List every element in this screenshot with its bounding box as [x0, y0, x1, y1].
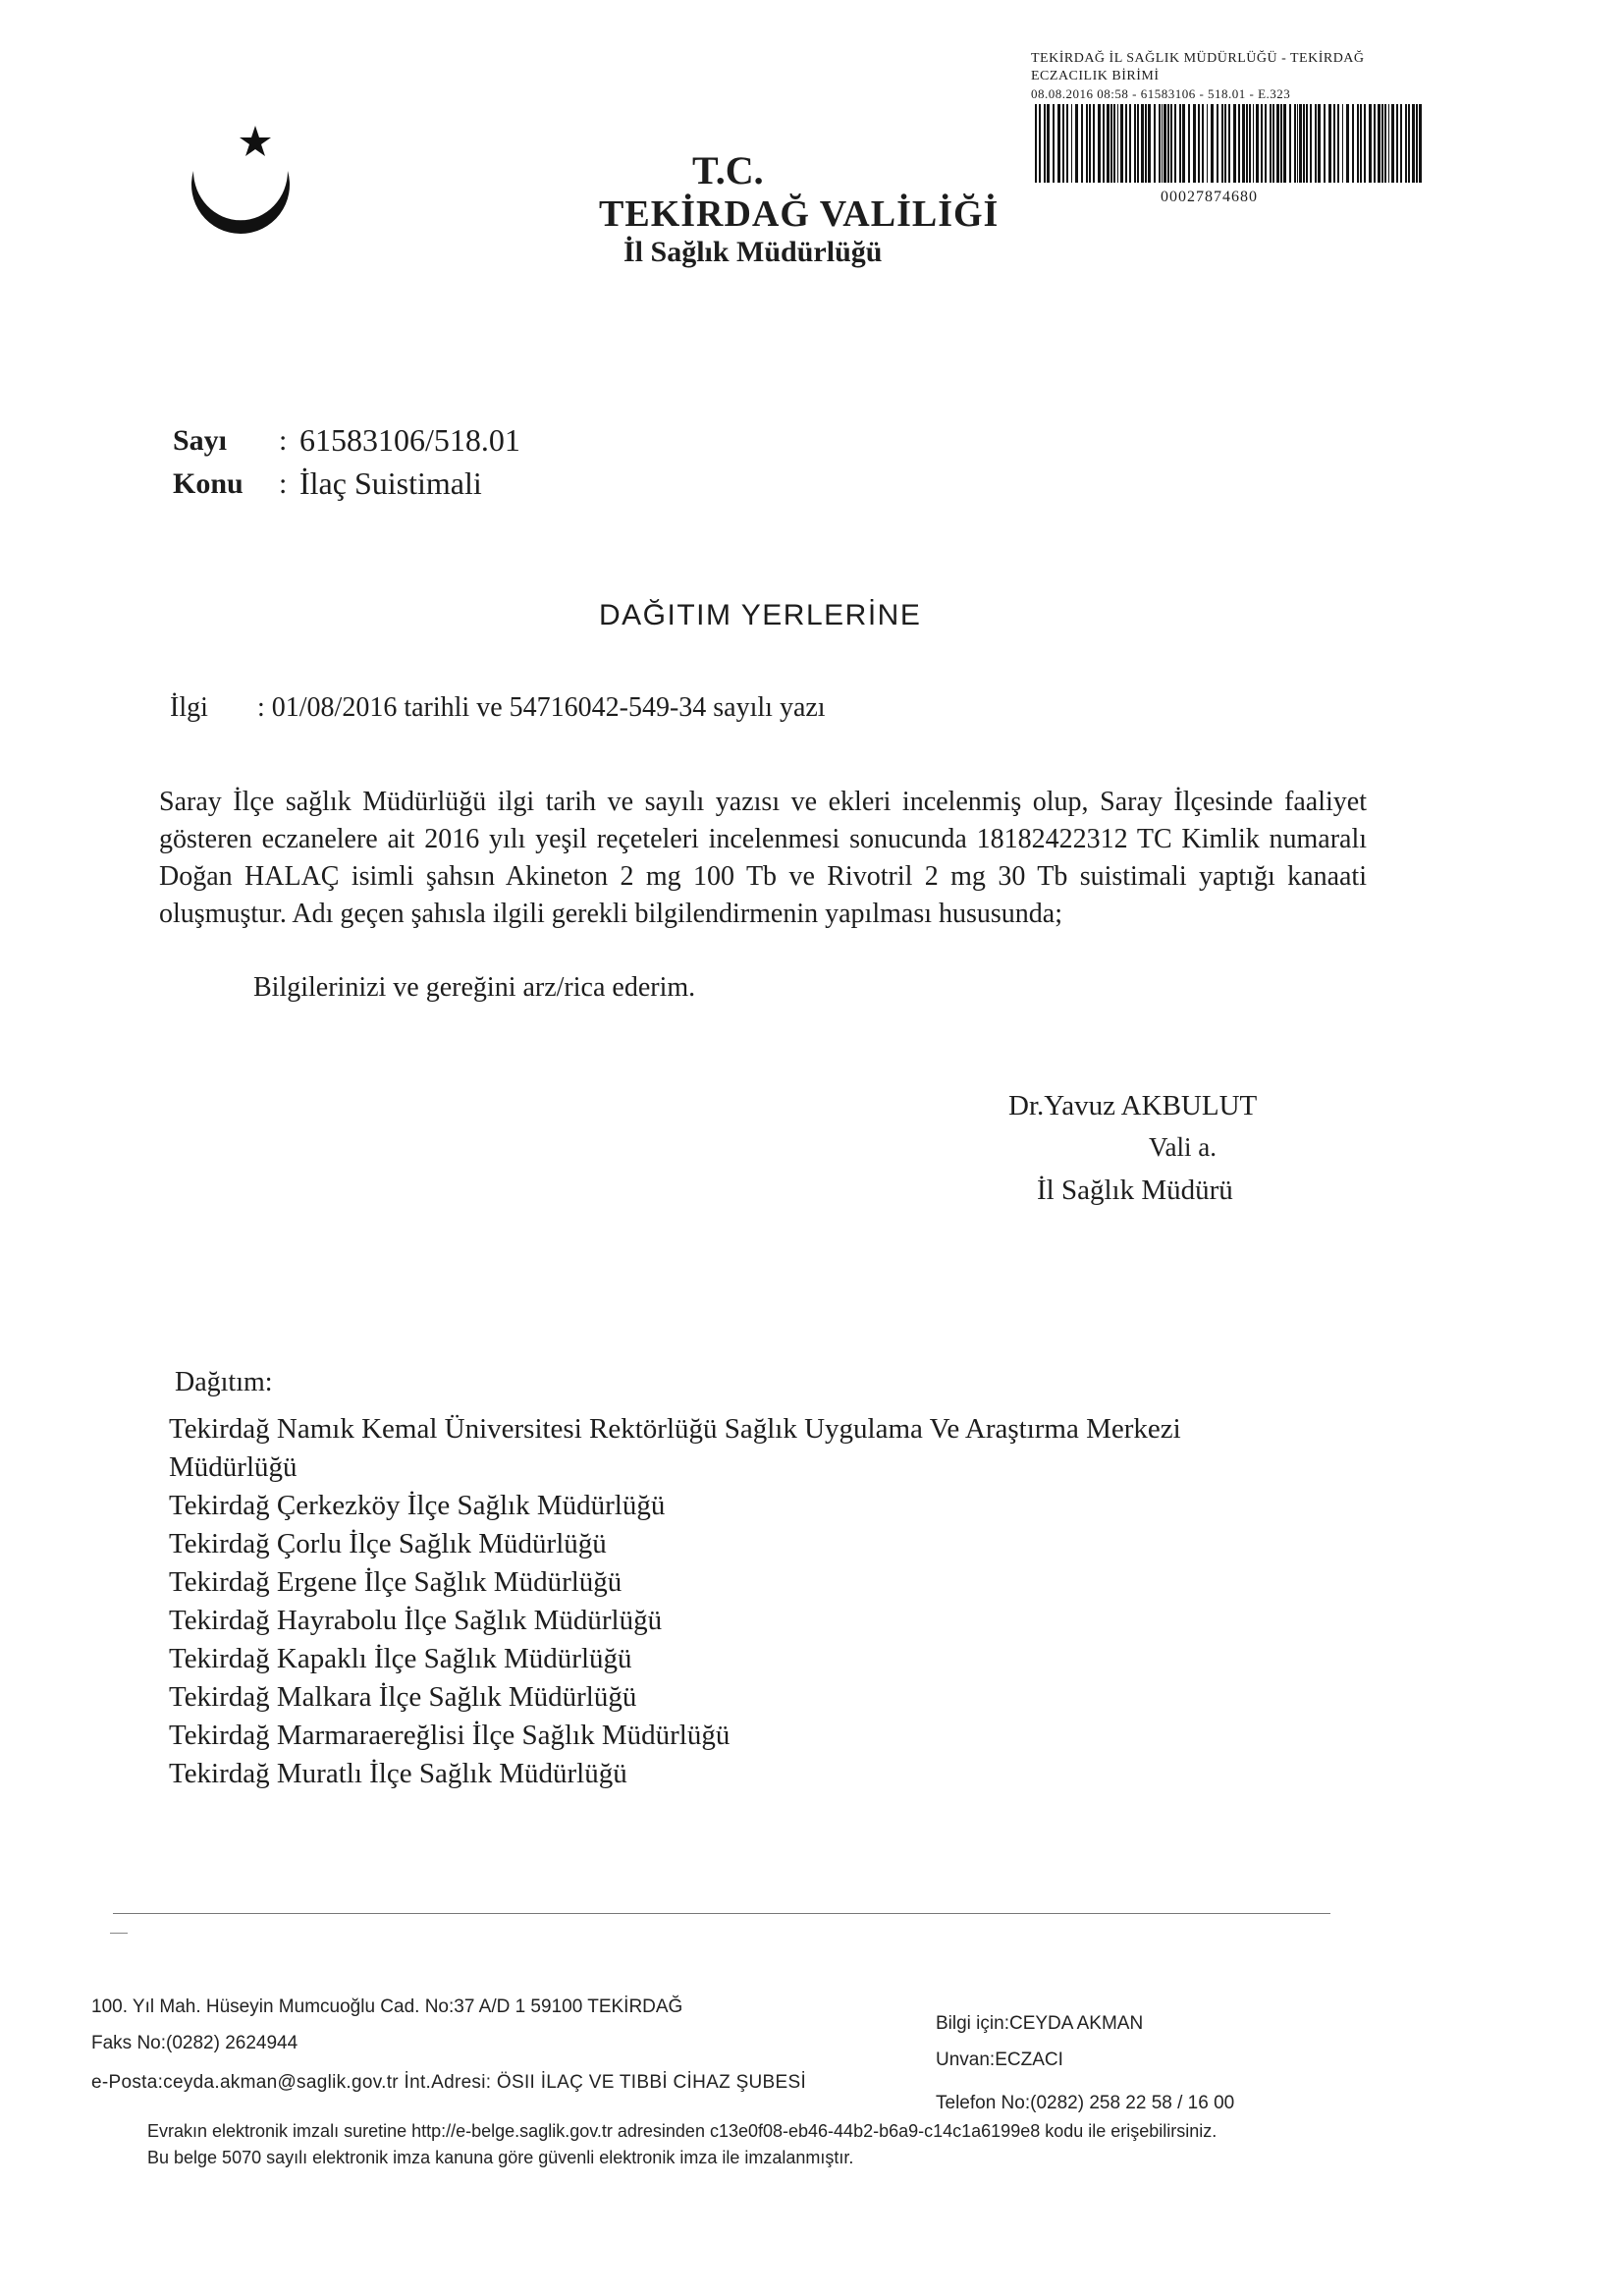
- barcode-bar: [1360, 104, 1362, 183]
- footer-verification-url: Evrakın elektronik imzalı suretine http://e-belge.saglik.gov.tr adresinden c13e0f08-eb46-44b2-b6a9-c14c1a6199e8 kodu ile erişebilirsiniz.: [147, 2121, 1218, 2141]
- barcode-bar: [1093, 104, 1095, 183]
- barcode-bar: [1310, 104, 1312, 183]
- barcode-bar: [1303, 104, 1305, 183]
- barcode-bar: [1198, 104, 1200, 183]
- barcode-bar: [1374, 104, 1376, 183]
- footer-esignature-note: Bu belge 5070 sayılı elektronik imza kanuna göre güvenli elektronik imza ile imzalanmıştır.: [147, 2148, 854, 2167]
- barcode-bar: [1249, 104, 1251, 183]
- barcode-bar: [1265, 104, 1267, 183]
- barcode-bar: [1388, 104, 1389, 183]
- barcode-bar: [1137, 104, 1139, 183]
- distribution-item: Tekirdağ Namık Kemal Üniversitesi Rektörlüğü Sağlık Uygulama Ve Araştırma Merkezi Müdürlüğü: [169, 1413, 1181, 1483]
- barcode-bar: [1162, 104, 1163, 183]
- sayi-separator: :: [279, 424, 288, 457]
- barcode-bar: [1357, 104, 1359, 183]
- konu-value: İlaç Suistimali: [299, 465, 482, 501]
- barcode-bar: [1396, 104, 1398, 183]
- barcode-bar: [1328, 104, 1331, 183]
- barcode-bar: [1318, 104, 1321, 183]
- barcode-bar: [1261, 104, 1263, 183]
- barcode-bar: [1276, 104, 1279, 183]
- signatory-title: İl Sağlık Müdürü: [1037, 1175, 1233, 1206]
- barcode-bar: [1086, 104, 1088, 183]
- barcode-bar: [1346, 104, 1349, 183]
- barcode-bar: [1098, 104, 1101, 183]
- barcode-bar: [1081, 104, 1083, 183]
- barcode-bar: [1035, 104, 1037, 183]
- barcode-bar: [1062, 104, 1064, 183]
- barcode-bar: [1378, 104, 1380, 183]
- barcode-bar: [1193, 104, 1196, 183]
- barcode-bar: [1154, 104, 1156, 183]
- barcode-bar: [1233, 104, 1236, 183]
- barcode-bar: [1408, 104, 1410, 183]
- barcode-bar: [1145, 104, 1147, 183]
- barcode-bar: [1167, 104, 1169, 183]
- barcode-bar: [1164, 104, 1166, 183]
- letterhead-governorship: TEKİRDAĞ VALİLİĞİ: [599, 193, 1000, 235]
- distribution-heading: Dağıtım:: [175, 1367, 273, 1397]
- barcode-bar: [1071, 104, 1072, 183]
- footer-fax: Faks No:(0282) 2624944: [91, 2033, 298, 2053]
- barcode-bar: [1174, 104, 1176, 183]
- barcode-bar: [1294, 104, 1296, 183]
- barcode-bar: [1179, 104, 1181, 183]
- signatory-name: Dr.Yavuz AKBULUT: [1008, 1090, 1258, 1121]
- barcode-bar: [1315, 104, 1317, 183]
- barcode-bar: [1159, 104, 1161, 183]
- barcode-bar: [1120, 104, 1123, 183]
- distribution-item: Tekirdağ Çorlu İlçe Sağlık Müdürlüğü: [169, 1528, 607, 1559]
- signatory-capacity: Vali a.: [1149, 1132, 1217, 1162]
- barcode-bar: [1075, 104, 1078, 183]
- barcode-bar: [1134, 104, 1136, 183]
- distribution-item: Tekirdağ Marmaraereğlisi İlçe Sağlık Müdürlüğü: [169, 1720, 731, 1751]
- barcode-bar: [1297, 104, 1298, 183]
- barcode-bar: [1110, 104, 1112, 183]
- barcode-bar: [1047, 104, 1050, 183]
- barcode-bar: [1333, 104, 1335, 183]
- barcode-bar: [1129, 104, 1131, 183]
- barcode-bar: [1148, 104, 1151, 183]
- distribution-item: Tekirdağ Kapaklı İlçe Sağlık Müdürlüğü: [169, 1643, 632, 1674]
- barcode-bar: [1044, 104, 1046, 183]
- footer-phone: Telefon No:(0282) 258 22 58 / 16 00: [936, 2093, 1235, 2113]
- barcode-bar: [1324, 104, 1326, 183]
- barcode-bar: [1337, 104, 1339, 183]
- barcode-bar: [1053, 104, 1055, 183]
- footer-address: 100. Yıl Mah. Hüseyin Mumcuoğlu Cad. No:37 A/D 1 59100 TEKİRDAĞ: [91, 1996, 683, 2017]
- barcode-bar: [1125, 104, 1127, 183]
- footer-title: Unvan:ECZACI: [936, 2050, 1063, 2070]
- margin-mark: [110, 1933, 128, 1934]
- footer-email: e-Posta:ceyda.akman@saglik.gov.tr İnt.Adresi: ÖSII İLAÇ VE TIBBİ CİHAZ ŞUBESİ: [91, 2072, 807, 2093]
- distribution-item: Tekirdağ Muratlı İlçe Sağlık Müdürlüğü: [169, 1758, 627, 1789]
- barcode-bar: [1224, 104, 1226, 183]
- barcode-bar: [1272, 104, 1274, 183]
- barcode-bar: [1066, 104, 1068, 183]
- barcode-bar: [1381, 104, 1383, 183]
- barcode-bar: [1039, 104, 1041, 183]
- barcode-bar: [1342, 104, 1343, 183]
- barcode-bar: [1412, 104, 1415, 183]
- closing-sentence: Bilgilerinizi ve gereğini arz/rica ederim.: [253, 972, 696, 1003]
- distribution-item: Tekirdağ Hayrabolu İlçe Sağlık Müdürlüğü: [169, 1605, 663, 1636]
- barcode: [1033, 104, 1426, 183]
- barcode-bar: [1280, 104, 1282, 183]
- barcode-bar: [1242, 104, 1245, 183]
- barcode-bar: [1306, 104, 1308, 183]
- barcode-bar: [1400, 104, 1402, 183]
- barcode-bar: [1217, 104, 1218, 183]
- barcode-bar: [1419, 104, 1422, 183]
- barcode-bar: [1170, 104, 1172, 183]
- recipient-title: DAĞITIM YERLERİNE: [599, 599, 922, 631]
- barcode-unit: ECZACILIK BİRİMİ: [1031, 69, 1160, 83]
- barcode-bar: [1207, 104, 1208, 183]
- barcode-bar: [1364, 104, 1366, 183]
- barcode-bar: [1299, 104, 1302, 183]
- barcode-bar: [1103, 104, 1105, 183]
- barcode-bar: [1202, 104, 1204, 183]
- barcode-bar: [1352, 104, 1354, 183]
- barcode-bar: [1253, 104, 1254, 183]
- barcode-bar: [1391, 104, 1394, 183]
- distribution-list: [169, 1410, 1298, 1793]
- barcode-timestamp: 08.08.2016 08:58 - 61583106 - 518.01 - E.323: [1031, 86, 1291, 101]
- letterhead-tc: T.C.: [692, 148, 764, 192]
- distribution-item: Tekirdağ Çerkezköy İlçe Sağlık Müdürlüğü: [169, 1490, 666, 1521]
- footer-divider: [113, 1913, 1330, 1914]
- barcode-bar: [1283, 104, 1286, 183]
- barcode-bar: [1246, 104, 1248, 183]
- body-paragraph: Saray İlçe sağlık Müdürlüğü ilgi tarih ve sayılı yazısı ve ekleri incelenmiş olup, Saray İlçesinde faaliyet gösteren eczanelere ait 2016 yılı yeşil reçeteleri incelenmesi sonucunda 18182422312 TC Kimlik numaralı Doğan HALAÇ isimli şahsın Akineton 2 mg 100 Tb ve Rivotril 2 mg 30 Tb suistimali yaptığı kanaati oluşmuştur. Adı geçen şahısla ilgili gerekli bilgilendirmenin yapılması hususunda;: [159, 787, 1367, 929]
- konu-separator: :: [279, 467, 288, 500]
- barcode-bar: [1117, 104, 1118, 183]
- konu-label: Konu: [173, 467, 244, 500]
- footer-info-contact: Bilgi için:CEYDA AKMAN: [936, 2013, 1144, 2034]
- barcode-bar: [1369, 104, 1372, 183]
- barcode-bar: [1270, 104, 1272, 183]
- barcode-bar: [1405, 104, 1407, 183]
- distribution-item: Tekirdağ Ergene İlçe Sağlık Müdürlüğü: [169, 1566, 623, 1598]
- barcode-bar: [1057, 104, 1060, 183]
- letterhead-department: İl Sağlık Müdürlüğü: [623, 236, 883, 268]
- barcode-bar: [1221, 104, 1223, 183]
- reference-value: : 01/08/2016 tarihli ve 54716042-549-34 sayılı yazı: [257, 692, 826, 723]
- barcode-bar: [1384, 104, 1386, 183]
- barcode-bar: [1188, 104, 1190, 183]
- crescent-star-emblem: [162, 108, 319, 265]
- distribution-item: Tekirdağ Malkara İlçe Sağlık Müdürlüğü: [169, 1681, 637, 1713]
- reference-label: İlgi: [170, 692, 208, 723]
- sayi-value: 61583106/518.01: [299, 422, 520, 458]
- barcode-issuer: TEKİRDAĞ İL SAĞLIK MÜDÜRLÜĞÜ - TEKİRDAĞ: [1031, 51, 1365, 66]
- barcode-bar: [1107, 104, 1110, 183]
- barcode-number: 00027874680: [1161, 189, 1258, 205]
- barcode-bar: [1141, 104, 1144, 183]
- barcode-bar: [1182, 104, 1185, 183]
- barcode-bar: [1089, 104, 1091, 183]
- barcode-bar: [1211, 104, 1214, 183]
- sayi-label: Sayı: [173, 424, 228, 457]
- barcode-bar: [1238, 104, 1240, 183]
- barcode-bar: [1416, 104, 1418, 183]
- barcode-bar: [1256, 104, 1259, 183]
- barcode-bar: [1228, 104, 1230, 183]
- barcode-bar: [1113, 104, 1115, 183]
- barcode-bar: [1289, 104, 1291, 183]
